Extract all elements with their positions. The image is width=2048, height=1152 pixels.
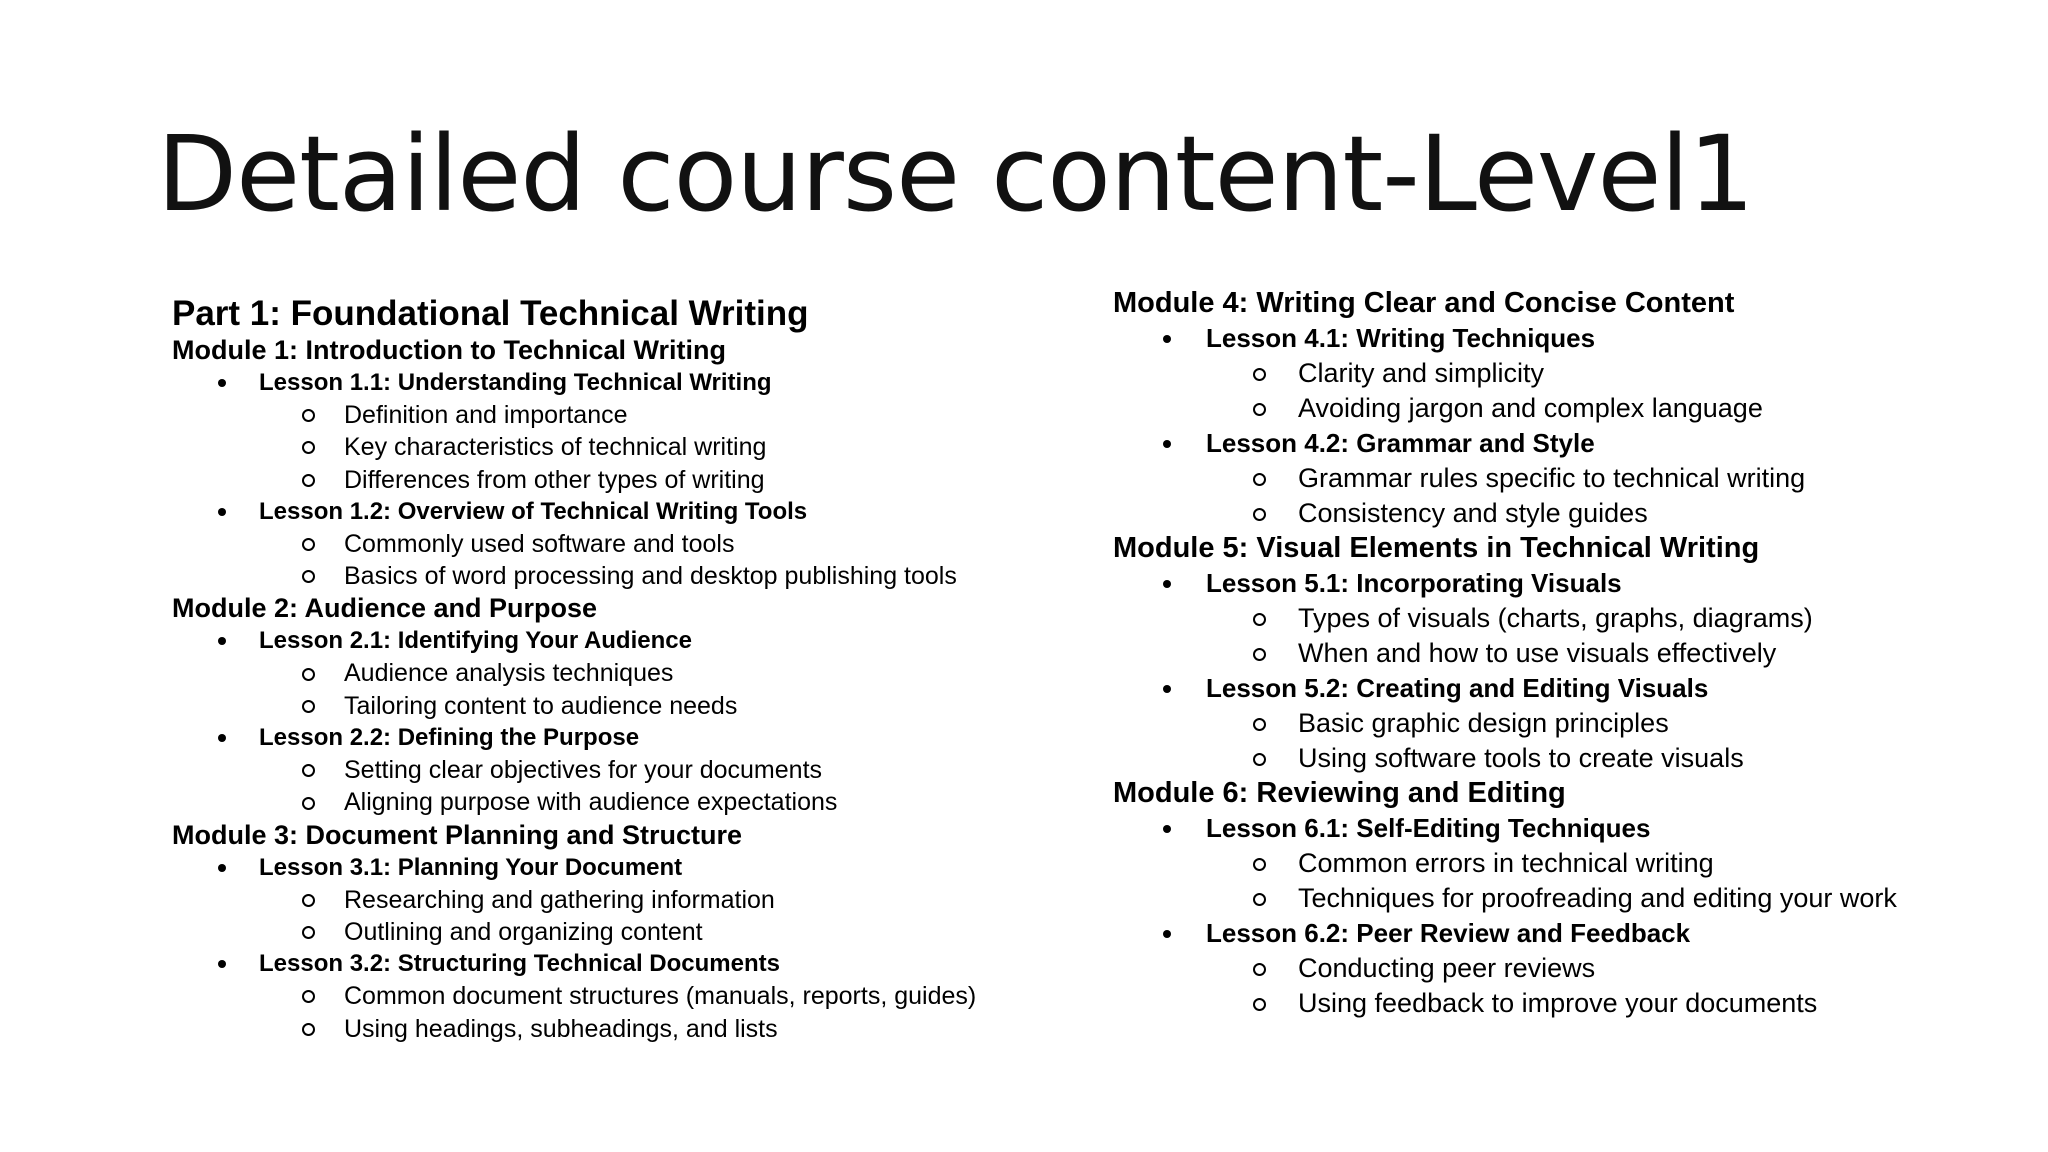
topic-label: Outlining and organizing content bbox=[344, 917, 703, 946]
topic-item bbox=[1113, 706, 2013, 741]
topic-item bbox=[172, 690, 1052, 722]
topic-label: Key characteristics of technical writing bbox=[344, 433, 767, 462]
lesson-label: Lesson 6.2: Peer Review and Feedback bbox=[1206, 918, 1691, 948]
topic-item bbox=[172, 431, 1052, 463]
lesson-label: Lesson 1.2: Overview of Technical Writing Tools bbox=[259, 497, 808, 525]
bullet-circle-icon bbox=[302, 474, 315, 487]
lesson-label: Lesson 2.2: Defining the Purpose bbox=[259, 724, 640, 752]
topic-label: Techniques for proofreading and editing your work bbox=[1298, 883, 1897, 913]
lesson-title bbox=[1113, 671, 2013, 706]
topic-label: Tailoring content to audience needs bbox=[344, 691, 738, 720]
lesson-title bbox=[172, 496, 1052, 528]
bullet-dot-icon bbox=[218, 508, 226, 516]
lesson-title bbox=[1113, 426, 2013, 461]
bullet-circle-icon bbox=[302, 797, 315, 810]
topic-item bbox=[1113, 636, 2013, 671]
topic-label: Grammar rules specific to technical writing bbox=[1298, 463, 1806, 493]
bullet-dot-icon bbox=[1163, 825, 1171, 833]
lesson-title bbox=[172, 948, 1052, 980]
bullet-circle-icon bbox=[1253, 613, 1266, 626]
lesson-label: Lesson 3.2: Structuring Technical Documents bbox=[259, 950, 780, 978]
topic-item bbox=[172, 399, 1052, 431]
lesson-label: Lesson 4.2: Grammar and Style bbox=[1206, 428, 1595, 458]
bullet-circle-icon bbox=[1253, 508, 1266, 521]
topic-label: When and how to use visuals effectively bbox=[1298, 638, 1777, 668]
lesson-title bbox=[172, 367, 1052, 399]
lesson-title bbox=[172, 722, 1052, 754]
bullet-dot-icon bbox=[1163, 930, 1171, 938]
lesson-label: Lesson 5.1: Incorporating Visuals bbox=[1206, 568, 1622, 598]
topic-item bbox=[172, 464, 1052, 496]
topic-label: Audience analysis techniques bbox=[344, 659, 674, 688]
topic-label: Using feedback to improve your documents bbox=[1298, 988, 1818, 1018]
lesson-title bbox=[1113, 811, 2013, 846]
bullet-circle-icon bbox=[1253, 473, 1266, 486]
topic-label: Commonly used software and tools bbox=[344, 529, 735, 558]
bullet-circle-icon bbox=[1253, 648, 1266, 661]
bullet-circle-icon bbox=[302, 1023, 315, 1036]
bullet-dot-icon bbox=[1163, 440, 1171, 448]
topic-label: Avoiding jargon and complex language bbox=[1298, 393, 1763, 423]
bullet-circle-icon bbox=[302, 441, 315, 454]
topic-label: Researching and gathering information bbox=[344, 885, 775, 914]
topic-item bbox=[1113, 356, 2013, 391]
topic-item bbox=[1113, 391, 2013, 426]
bullet-dot-icon bbox=[218, 864, 226, 872]
course-outline-right-column bbox=[1113, 286, 2013, 1021]
topic-label: Basics of word processing and desktop publishing tools bbox=[344, 562, 957, 591]
bullet-circle-icon bbox=[1253, 368, 1266, 381]
lesson-label: Lesson 2.1: Identifying Your Audience bbox=[259, 627, 692, 655]
bullet-dot-icon bbox=[218, 637, 226, 645]
topic-item bbox=[172, 786, 1052, 818]
course-outline-left-column bbox=[172, 292, 1052, 1045]
lesson-title bbox=[1113, 916, 2013, 951]
bullet-circle-icon bbox=[302, 570, 315, 583]
bullet-dot-icon bbox=[1163, 335, 1171, 343]
topic-label: Consistency and style guides bbox=[1298, 498, 1648, 528]
bullet-dot-icon bbox=[1163, 580, 1171, 588]
topic-item bbox=[1113, 741, 2013, 776]
bullet-dot-icon bbox=[218, 734, 226, 742]
topic-label: Differences from other types of writing bbox=[344, 465, 765, 494]
lesson-title bbox=[172, 625, 1052, 657]
topic-item bbox=[1113, 881, 2013, 916]
topic-label: Basic graphic design principles bbox=[1298, 708, 1669, 738]
module-title: Module 6: Reviewing and Editing bbox=[1113, 777, 1566, 809]
topic-item bbox=[172, 560, 1052, 592]
slide-title: Detailed course content-Level1 bbox=[157, 113, 1754, 235]
topic-item bbox=[1113, 951, 2013, 986]
topic-item bbox=[1113, 496, 2013, 531]
topic-item bbox=[1113, 461, 2013, 496]
bullet-circle-icon bbox=[1253, 998, 1266, 1011]
bullet-circle-icon bbox=[1253, 963, 1266, 976]
lesson-label: Lesson 5.2: Creating and Editing Visuals bbox=[1206, 673, 1709, 703]
bullet-circle-icon bbox=[302, 409, 315, 422]
bullet-circle-icon bbox=[302, 700, 315, 713]
bullet-circle-icon bbox=[302, 926, 315, 939]
topic-item bbox=[172, 916, 1052, 948]
bullet-dot-icon bbox=[218, 960, 226, 968]
topic-item bbox=[172, 528, 1052, 560]
bullet-circle-icon bbox=[302, 990, 315, 1003]
topic-label: Using headings, subheadings, and lists bbox=[344, 1014, 778, 1043]
bullet-circle-icon bbox=[1253, 718, 1266, 731]
bullet-dot-icon bbox=[218, 379, 226, 387]
topic-label: Conducting peer reviews bbox=[1298, 953, 1596, 983]
topic-item bbox=[172, 657, 1052, 689]
bullet-circle-icon bbox=[1253, 893, 1266, 906]
bullet-circle-icon bbox=[1253, 753, 1266, 766]
lesson-label: Lesson 3.1: Planning Your Document bbox=[259, 853, 683, 881]
module-title: Module 4: Writing Clear and Concise Content bbox=[1113, 287, 1735, 319]
topic-label: Common document structures (manuals, reports, guides) bbox=[344, 982, 977, 1011]
lesson-title bbox=[1113, 566, 2013, 601]
topic-item bbox=[172, 980, 1052, 1012]
topic-label: Clarity and simplicity bbox=[1298, 358, 1545, 388]
lesson-label: Lesson 4.1: Writing Techniques bbox=[1206, 323, 1596, 353]
lesson-title bbox=[172, 852, 1052, 884]
topic-item bbox=[172, 884, 1052, 916]
topic-label: Common errors in technical writing bbox=[1298, 848, 1714, 878]
module-title: Module 3: Document Planning and Structure bbox=[172, 819, 743, 850]
topic-label: Definition and importance bbox=[344, 401, 628, 429]
topic-label: Using software tools to create visuals bbox=[1298, 743, 1744, 773]
topic-item bbox=[1113, 601, 2013, 636]
topic-label: Aligning purpose with audience expectations bbox=[344, 788, 838, 817]
topic-item bbox=[172, 1013, 1052, 1045]
lesson-label: Lesson 1.1: Understanding Technical Writing bbox=[259, 369, 772, 396]
lesson-title bbox=[1113, 321, 2013, 356]
bullet-circle-icon bbox=[302, 894, 315, 907]
bullet-circle-icon bbox=[302, 764, 315, 777]
bullet-circle-icon bbox=[1253, 858, 1266, 871]
topic-item bbox=[172, 754, 1052, 786]
part-title: Part 1: Foundational Technical Writing bbox=[172, 294, 809, 333]
bullet-circle-icon bbox=[302, 538, 315, 551]
topic-item bbox=[1113, 986, 2013, 1021]
module-title: Module 2: Audience and Purpose bbox=[172, 593, 598, 624]
topic-label: Types of visuals (charts, graphs, diagrams) bbox=[1298, 603, 1813, 633]
topic-item bbox=[1113, 846, 2013, 881]
lesson-label: Lesson 6.1: Self-Editing Techniques bbox=[1206, 813, 1651, 843]
module-title: Module 1: Introduction to Technical Writing bbox=[172, 335, 726, 365]
bullet-circle-icon bbox=[302, 668, 315, 681]
topic-label: Setting clear objectives for your documents bbox=[344, 756, 823, 785]
module-title: Module 5: Visual Elements in Technical Writing bbox=[1113, 532, 1760, 564]
bullet-dot-icon bbox=[1163, 685, 1171, 693]
bullet-circle-icon bbox=[1253, 403, 1266, 416]
